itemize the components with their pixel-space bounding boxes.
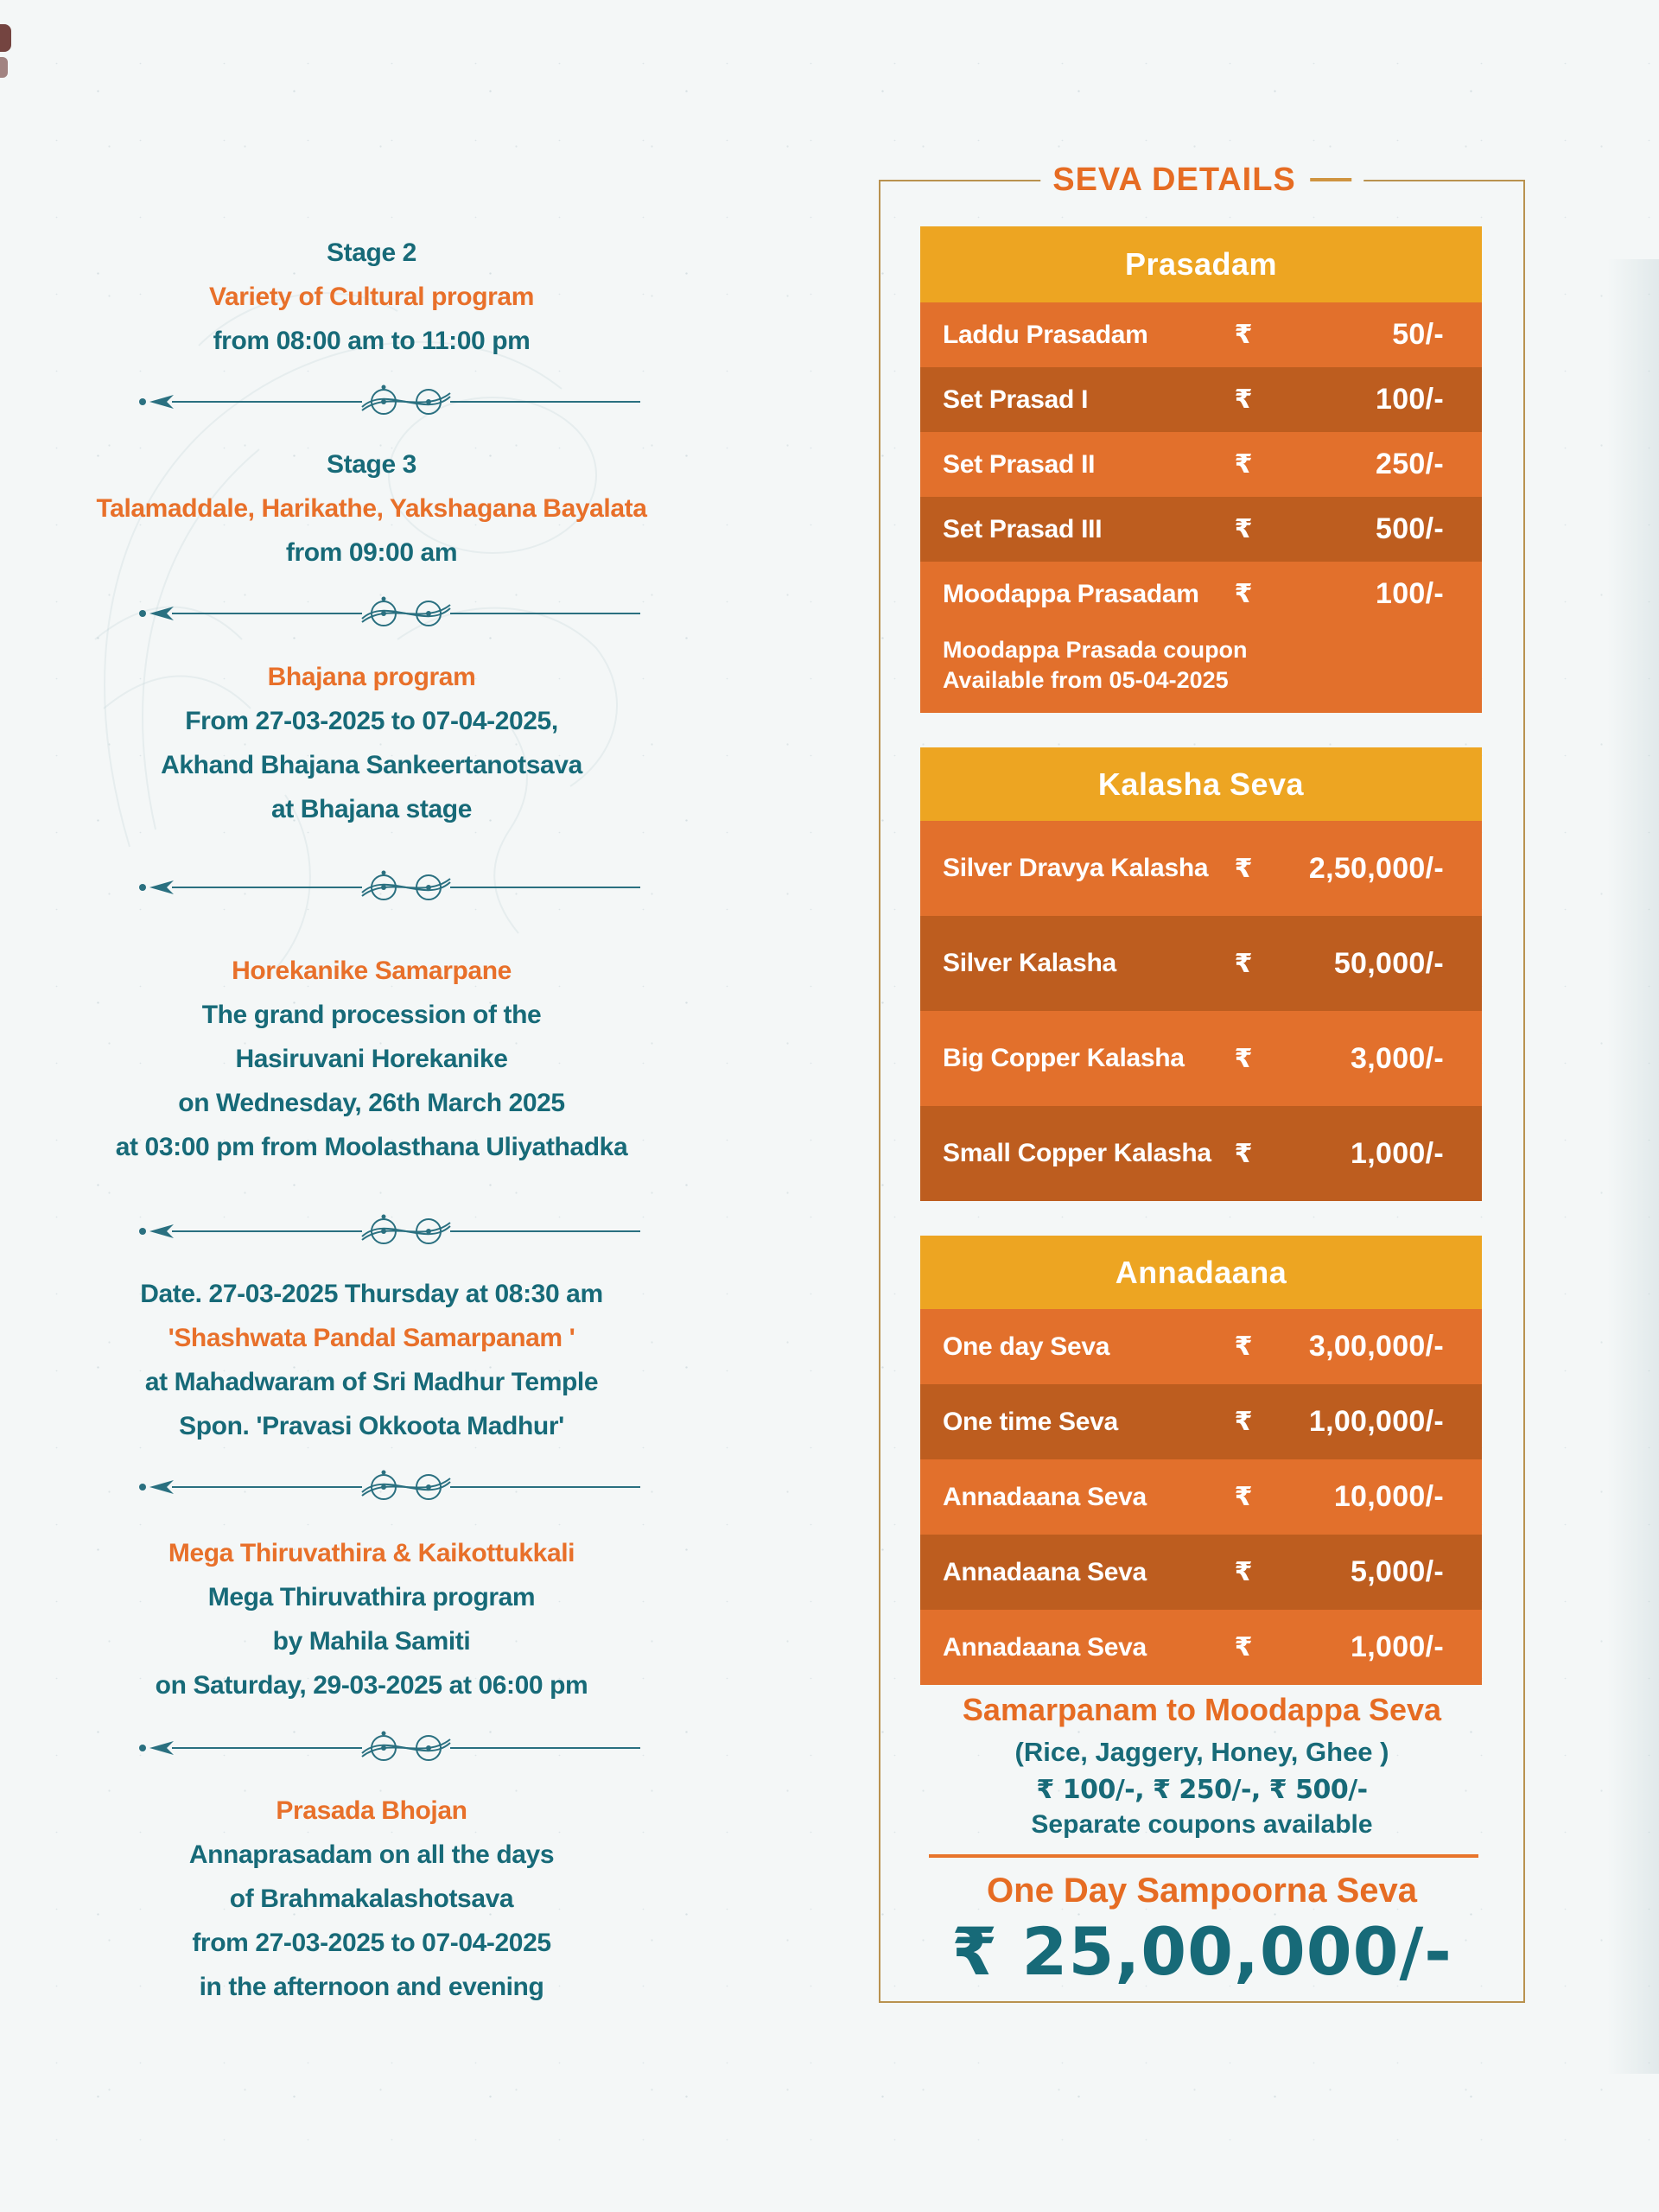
program-line: at 03:00 pm from Moolasthana Uliyathadka (115, 1133, 628, 1161)
program-line: Variety of Cultural program (209, 283, 534, 311)
program-line: Hasiruvani Horekanike (235, 1045, 508, 1073)
seva-item-name: One day Seva (943, 1332, 1110, 1361)
seva-item-name: Annadaana Seva (943, 1557, 1147, 1586)
rupee-symbol: ₹ (1234, 1632, 1253, 1662)
seva-item-amount: 50/- (1392, 318, 1444, 351)
sampoorna-seva-title: One Day Sampoorna Seva (987, 1872, 1417, 1910)
program-section-1 (78, 231, 665, 363)
program-line: on Saturday, 29-03-2025 at 06:00 pm (155, 1671, 588, 1700)
program-line: The grand procession of the (201, 1001, 542, 1029)
seva-details-box (879, 161, 1525, 2003)
section-divider-ornament (134, 383, 644, 421)
rupee-symbol: ₹ (1234, 385, 1253, 415)
seva-item-amount: 3,000/- (1351, 1041, 1444, 1075)
table-header: Annadaana (920, 1236, 1482, 1309)
program-line: of Brahmakalashotsava (229, 1885, 514, 1913)
rupee-symbol: ₹ (1234, 320, 1253, 350)
samarpanam-prices: ₹ 100/-, ₹ 250/-, ₹ 500/- (1036, 1775, 1368, 1805)
samarpanam-title: Samarpanam to Moodappa Seva (962, 1692, 1442, 1727)
program-line: Stage 2 (327, 238, 416, 267)
program-line: from 09:00 am (285, 538, 458, 567)
rupee-symbol: ₹ (1234, 1407, 1253, 1437)
rupee-symbol: ₹ (1234, 449, 1253, 480)
program-section-5 (78, 1272, 665, 1448)
orange-divider-rule (929, 1854, 1478, 1858)
seva-item-amount: 1,00,000/- (1308, 1405, 1444, 1438)
seva-item-amount: 100/- (1376, 577, 1444, 610)
program-section-4 (78, 949, 665, 1169)
program-line: in the afternoon and evening (199, 1973, 544, 2001)
seva-item-name: Annadaana Seva (943, 1632, 1147, 1662)
table-row (920, 821, 1482, 916)
seva-table-kalasha-seva (920, 747, 1482, 1201)
table-row (920, 1011, 1482, 1106)
rupee-symbol: ₹ (1234, 579, 1253, 609)
page-corner-mark (0, 57, 8, 78)
seva-item-amount: 2,50,000/- (1308, 851, 1444, 885)
program-line: by Mahila Samiti (272, 1627, 471, 1656)
program-line: Talamaddale, Harikathe, Yakshagana Bayalata (96, 494, 647, 523)
seva-item-amount: 1,000/- (1351, 1630, 1444, 1663)
program-line: From 27-03-2025 to 07-04-2025, (185, 707, 558, 735)
rupee-symbol: ₹ (1234, 853, 1253, 884)
samarpanam-note: Separate coupons available (1031, 1810, 1373, 1839)
seva-table-annadaana (920, 1236, 1482, 1685)
table-row (920, 1535, 1482, 1610)
section-divider-ornament (134, 868, 644, 906)
table-row (920, 562, 1482, 626)
section-divider-ornament (134, 594, 644, 632)
program-line: Stage 3 (327, 450, 416, 479)
program-section-7 (78, 1789, 665, 2009)
samarpanam-section (880, 1692, 1523, 1840)
table-row (920, 1459, 1482, 1535)
table-header: Kalasha Seva (920, 747, 1482, 821)
table-note (920, 626, 1482, 713)
rupee-symbol: ₹ (1234, 1043, 1253, 1074)
sampoorna-seva-amount: ₹ 25,00,000/- (951, 1913, 1452, 1990)
program-line: Akhand Bhajana Sankeertanotsava (161, 751, 582, 779)
section-divider-ornament (134, 1729, 644, 1767)
seva-item-name: Annadaana Seva (943, 1482, 1147, 1511)
table-row (920, 1384, 1482, 1459)
program-line: at Mahadwaram of Sri Madhur Temple (144, 1368, 599, 1396)
seva-item-amount: 3,00,000/- (1308, 1330, 1444, 1363)
program-line: on Wednesday, 26th March 2025 (178, 1089, 565, 1117)
table-row (920, 916, 1482, 1011)
page-edge-texture (1607, 259, 1659, 2074)
rupee-symbol: ₹ (1234, 1332, 1253, 1362)
rupee-symbol: ₹ (1234, 1138, 1253, 1169)
section-divider-ornament (134, 1212, 644, 1250)
program-line: Spon. 'Pravasi Okkoota Madhur' (179, 1412, 564, 1440)
program-line: from 08:00 am to 11:00 pm (213, 327, 531, 355)
seva-item-amount: 250/- (1376, 448, 1444, 480)
table-row (920, 367, 1482, 432)
page-corner-mark (0, 24, 11, 52)
table-row (920, 1106, 1482, 1201)
table-note-line: Available from 05-04-2025 (943, 667, 1229, 693)
seva-table-prasadam (920, 226, 1482, 713)
table-row (920, 302, 1482, 367)
seva-details-title: SEVA DETAILS (1052, 161, 1296, 198)
table-row (920, 1309, 1482, 1384)
seva-item-name: One time Seva (943, 1407, 1118, 1436)
rupee-symbol: ₹ (1234, 514, 1253, 544)
table-row (920, 497, 1482, 562)
program-line: Mega Thiruvathira & Kaikottukkali (168, 1539, 575, 1567)
program-section-6 (78, 1531, 665, 1707)
program-line: Prasada Bhojan (276, 1796, 467, 1825)
seva-item-name: Silver Dravya Kalasha (943, 854, 1209, 882)
program-line: Mega Thiruvathira program (207, 1583, 536, 1611)
seva-item-amount: 50,000/- (1333, 946, 1444, 980)
seva-item-name: Laddu Prasadam (943, 320, 1148, 349)
section-divider-ornament (134, 1468, 644, 1506)
seva-item-amount: 100/- (1376, 383, 1444, 416)
program-line: Horekanike Samarpane (232, 957, 512, 985)
rupee-symbol: ₹ (1234, 948, 1253, 979)
program-line: Annaprasadam on all the days (188, 1840, 555, 1869)
table-row (920, 432, 1482, 497)
seva-item-amount: 1,000/- (1351, 1136, 1444, 1170)
seva-item-amount: 5,000/- (1351, 1555, 1444, 1588)
rupee-symbol: ₹ (1234, 1482, 1253, 1512)
seva-details-title-wrap (1040, 158, 1363, 201)
rupee-symbol: ₹ (1234, 1557, 1253, 1587)
seva-item-name: Big Copper Kalasha (943, 1044, 1185, 1072)
seva-item-name: Silver Kalasha (943, 949, 1116, 977)
table-note-line: Moodappa Prasada coupon (943, 637, 1248, 663)
table-row (920, 1610, 1482, 1685)
title-dash-ornament (1310, 178, 1351, 181)
seva-item-amount: 500/- (1376, 512, 1444, 545)
program-line: 'Shashwata Pandal Samarpanam ' (168, 1324, 575, 1352)
table-header: Prasadam (920, 226, 1482, 302)
program-line: Date. 27-03-2025 Thursday at 08:30 am (140, 1280, 603, 1308)
program-section-3 (78, 655, 665, 831)
samarpanam-items: (Rice, Jaggery, Honey, Ghee ) (1014, 1737, 1389, 1767)
seva-item-name: Set Prasad I (943, 385, 1089, 414)
program-line: from 27-03-2025 to 07-04-2025 (192, 1929, 551, 1957)
seva-item-amount: 10,000/- (1333, 1480, 1444, 1513)
seva-item-name: Small Copper Kalasha (943, 1139, 1211, 1167)
program-line: Bhajana program (267, 663, 476, 691)
program-section-2 (78, 442, 665, 575)
seva-item-name: Set Prasad II (943, 449, 1096, 479)
program-line: at Bhajana stage (270, 795, 473, 823)
seva-item-name: Set Prasad III (943, 514, 1103, 543)
seva-item-name: Moodappa Prasadam (943, 579, 1199, 608)
